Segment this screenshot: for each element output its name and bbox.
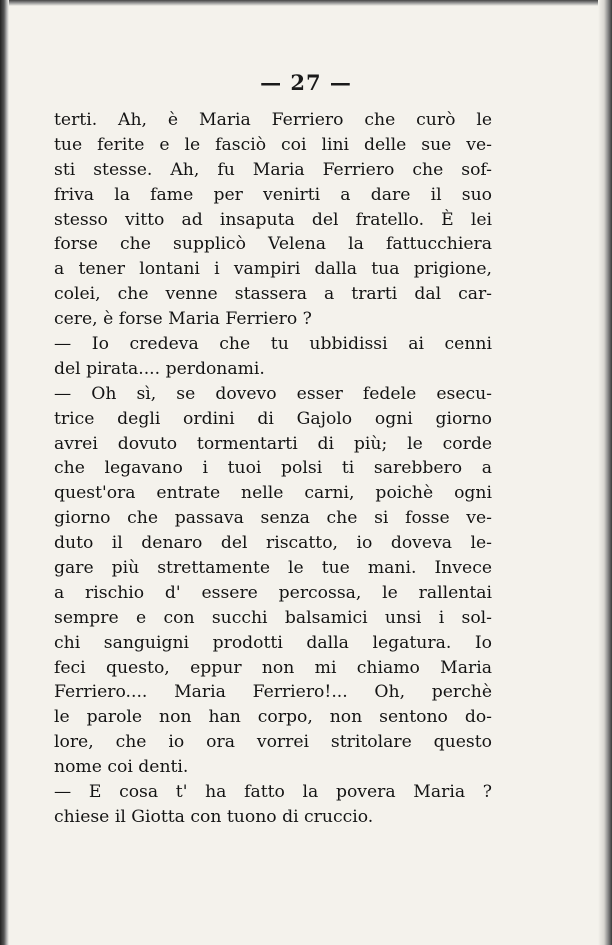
text-line: stesso vitto ad insaputa del fratello. È lei: [54, 209, 492, 230]
text-line: del pirata.... perdonami.: [54, 358, 265, 379]
text-line: a tener lontani i vampiri dalla tua prigione,: [54, 259, 492, 280]
body-text: [54, 108, 492, 830]
page-edge-right: [598, 0, 612, 945]
text-line: gare più strettamente le tue mani. Invece: [54, 558, 492, 579]
text-line: chiese il Giotta con tuono di cruccio.: [54, 806, 374, 827]
text-line: le parole non han corpo, non sentono do-: [54, 707, 492, 728]
text-line: terti. Ah, è Maria Ferriero che curò le: [54, 110, 492, 130]
text-line: duto il denaro del riscatto, io doveva le-: [54, 533, 492, 554]
text-line: che legavano i tuoi polsi ti sarebbero a: [54, 458, 492, 479]
text-line: — E cosa t' ha fatto la povera Maria ?: [54, 782, 492, 803]
text-line: feci questo, eppur non mi chiamo Maria: [54, 657, 492, 678]
text-line: sempre e con succhi balsamici unsi i sol-: [54, 607, 492, 628]
text-line: nome coi denti.: [54, 757, 189, 778]
page-number: — 27 —: [260, 70, 352, 95]
text-line: Ferriero.... Maria Ferriero!... Oh, perchè: [54, 682, 492, 703]
text-line: a rischio d' essere percossa, le rallentai: [54, 582, 492, 603]
text-line: forse che supplicò Velena la fattucchiera: [54, 234, 492, 255]
page-edge-left: [0, 0, 9, 945]
text-line: colei, che venne stassera a trarti dal car-: [54, 284, 492, 305]
text-line: quest'ora entrate nelle carni, poichè ogni: [54, 483, 492, 504]
text-line: giorno che passava senza che si fosse ve-: [54, 508, 492, 529]
text-line: friva la fame per venirti a dare il suo: [54, 184, 492, 205]
text-line: — Io credeva che tu ubbidissi ai cenni: [54, 334, 492, 355]
text-line: tue ferite e le fasciò coi lini delle sue ve-: [54, 134, 492, 155]
text-line: sti stesse. Ah, fu Maria Ferriero che sof-: [54, 159, 492, 180]
text-line: lore, che io ora vorrei stritolare questo: [54, 732, 492, 753]
text-line: trice degli ordini di Gajolo ogni giorno: [54, 408, 492, 429]
page-edge-top: [0, 0, 612, 6]
text-line: cere, è forse Maria Ferriero ?: [54, 309, 312, 330]
text-line: — Oh sì, se dovevo esser fedele esecu-: [54, 383, 492, 404]
text-line: chi sanguigni prodotti dalla legatura. Io: [54, 632, 492, 653]
text-line: avrei dovuto tormentarti di più; le corde: [54, 433, 492, 454]
